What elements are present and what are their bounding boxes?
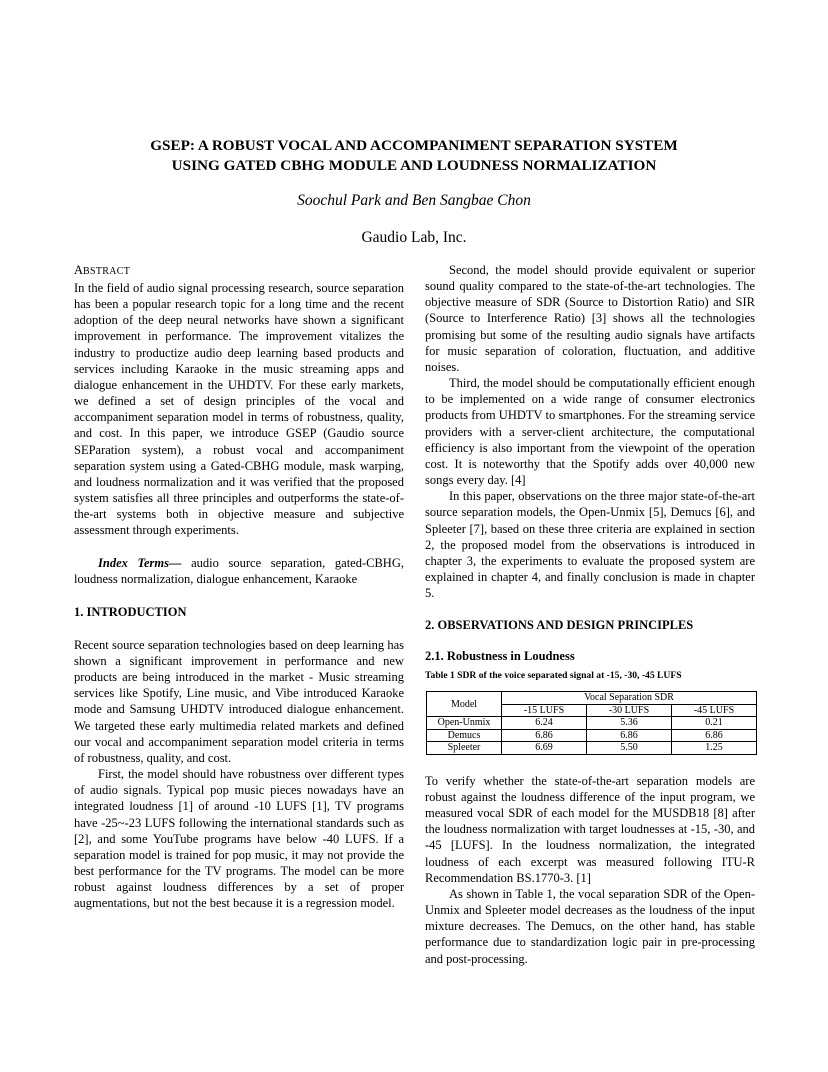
subsection-heading: 2.1. Robustness in Loudness [425, 649, 575, 664]
table-cell-model: Spleeter [427, 742, 502, 755]
intro-paragraph-3: Second, the model should provide equivalent or superior sound quality compared to the state-of-the-art technologies. The objective measure of SDR (Source to Distortion Ratio) and SIR (Source to Interference Ratio) [3] shows all the technologies promising but some of the resulting audio signals have artifacts for music separation of coloration, fluctuation, and additive noises. [425, 263, 755, 374]
table-cell: 1.25 [672, 742, 757, 755]
index-terms-text: audio source separation, gated-CBHG, loudness normalization, dialogue enhancement, Karaoke [74, 555, 404, 586]
intro-paragraph-2: First, the model should have robustness over different types of audio signals. Typical pop music pieces nowadays have an integrated loudness [1] of around -10 LUFS [1], TV programs have -25~-23 LUFS following the international standards such as [2], and some YouTube programs have below -40 LUFS. If a separation model is trained for pop music, it may not provide the best performance for the TV programs. The model can be more robust against loudness differences by a set of proper augmentations, but not the best because it is a regression model. [74, 767, 404, 911]
intro-paragraph-4: Third, the model should be computationally efficient enough to be implemented on a wide range of consumer electronics products from UHDTV to smartphones. For the streaming service providers with a server-client architecture, the computational efficiency is also important from the viewpoint of the operation cost. It is noteworthy that the Spotify adds over 40,000 new songs every day. [4] [425, 376, 755, 488]
table-cell: 6.86 [502, 729, 587, 742]
section2-paragraph-2: As shown in Table 1, the vocal separation SDR of the Open-Unmix and Spleeter model decreases as the loudness of the input mixture decreases. The Demucs, on the other hand, has stable performance due to standardization logic pair in pre-processing and post-processing. [425, 886, 755, 966]
table-caption: Table 1 SDR of the voice separated signal at -15, -30, -45 LUFS [425, 670, 682, 682]
title-line-2: USING GATED CBHG MODULE AND LOUDNESS NORMALIZATION [171, 157, 657, 174]
table-header-model: Model [427, 692, 502, 717]
table-cell: 5.50 [587, 742, 672, 755]
sdr-table [426, 691, 757, 755]
table-cell: 6.86 [672, 729, 757, 742]
paper-title [40, 136, 788, 176]
abstract-text: In the field of audio signal processing research, source separation has been a popular research topic for a long time and the recent adoption of the deep neural networks have shown a significant improvement in performance. The improvement vitalizes the industry to productize audio deep learning based products and services including Karaoke in the music streaming apps and dialogue enhancement in the UHDTV. For these early markets, we defined a set of design principles of the vocal and accompaniment separation model in terms of robustness, quality, and cost. In this paper, we introduce GSEP (Gaudio source SEParation system), a robust vocal and accompaniment separation system using a Gated-CBHG module, mask warping, and loudness normalization and it was verified that the proposed system satisfies all three principles and outperforms the state-of-the-art systems both in objective measure and subjective assessment through experiments. [74, 281, 404, 538]
intro-paragraph-1: Recent source separation technologies based on deep learning has shown a significant improvement in performance and new products are being introduced in the market - Music streaming services like Spotify, Line music, and Vibe introduced Karaoke mode and Samsung UHDTV introduced dialogue enhancement. We targeted these early multimedia related markets and defined our vocal and accompaniment separation model criteria in terms of robustness, quality, and cost. [74, 637, 404, 765]
table-col-header: -15 LUFS [502, 704, 587, 717]
section2-heading: 2. OBSERVATIONS AND DESIGN PRINCIPLES [425, 618, 694, 633]
table-row [427, 742, 757, 755]
table-col-header: -45 LUFS [672, 704, 757, 717]
table-cell: 6.24 [502, 717, 587, 730]
abstract-heading: ABSTRACT [74, 263, 131, 277]
affiliation: Gaudio Lab, Inc. [361, 229, 467, 246]
table-header-group: Vocal Separation SDR [502, 692, 757, 705]
table-cell-model: Open-Unmix [427, 717, 502, 730]
table-cell: 6.69 [502, 742, 587, 755]
section2-paragraph-1: To verify whether the state-of-the-art separation models are robust against the loudness difference of the input program, we measured vocal SDR of each model for the MUSDB18 [8] after the loudness normalization with target loudnesses at -15, -30, and -45 [LUFS]. In the loudness normalization, the integrated loudness of each excerpt was measured following ITU-R Recommendation BS.1770-3. [1] [425, 773, 755, 885]
title-line-1: GSEP: A ROBUST VOCAL AND ACCOMPANIMENT SEPARATION SYSTEM [150, 137, 678, 154]
table-row [427, 729, 757, 742]
intro-paragraph-5: In this paper, observations on the three major state-of-the-art source separation models, the Open-Unmix [5], Demucs [6], and Spleeter [7], based on these three criteria are explained in section 2, the proposed model from the observations is introduced in chapter 3, the experiments to evaluate the proposed system are explained in chapter 4, and finally conclusion is made in chapter 5. [425, 489, 755, 601]
table-col-header: -30 LUFS [587, 704, 672, 717]
intro-heading: 1. INTRODUCTION [74, 604, 187, 619]
authors: Soochul Park and Ben Sangbae Chon [297, 192, 531, 209]
index-terms-label: Index Terms— [98, 555, 182, 570]
right-column [425, 262, 755, 967]
table-cell: 6.86 [587, 729, 672, 742]
table-cell: 5.36 [587, 717, 672, 730]
left-column [74, 262, 404, 911]
table-cell-model: Demucs [427, 729, 502, 742]
table-row [427, 717, 757, 730]
index-terms [74, 555, 404, 587]
table-cell: 0.21 [672, 717, 757, 730]
